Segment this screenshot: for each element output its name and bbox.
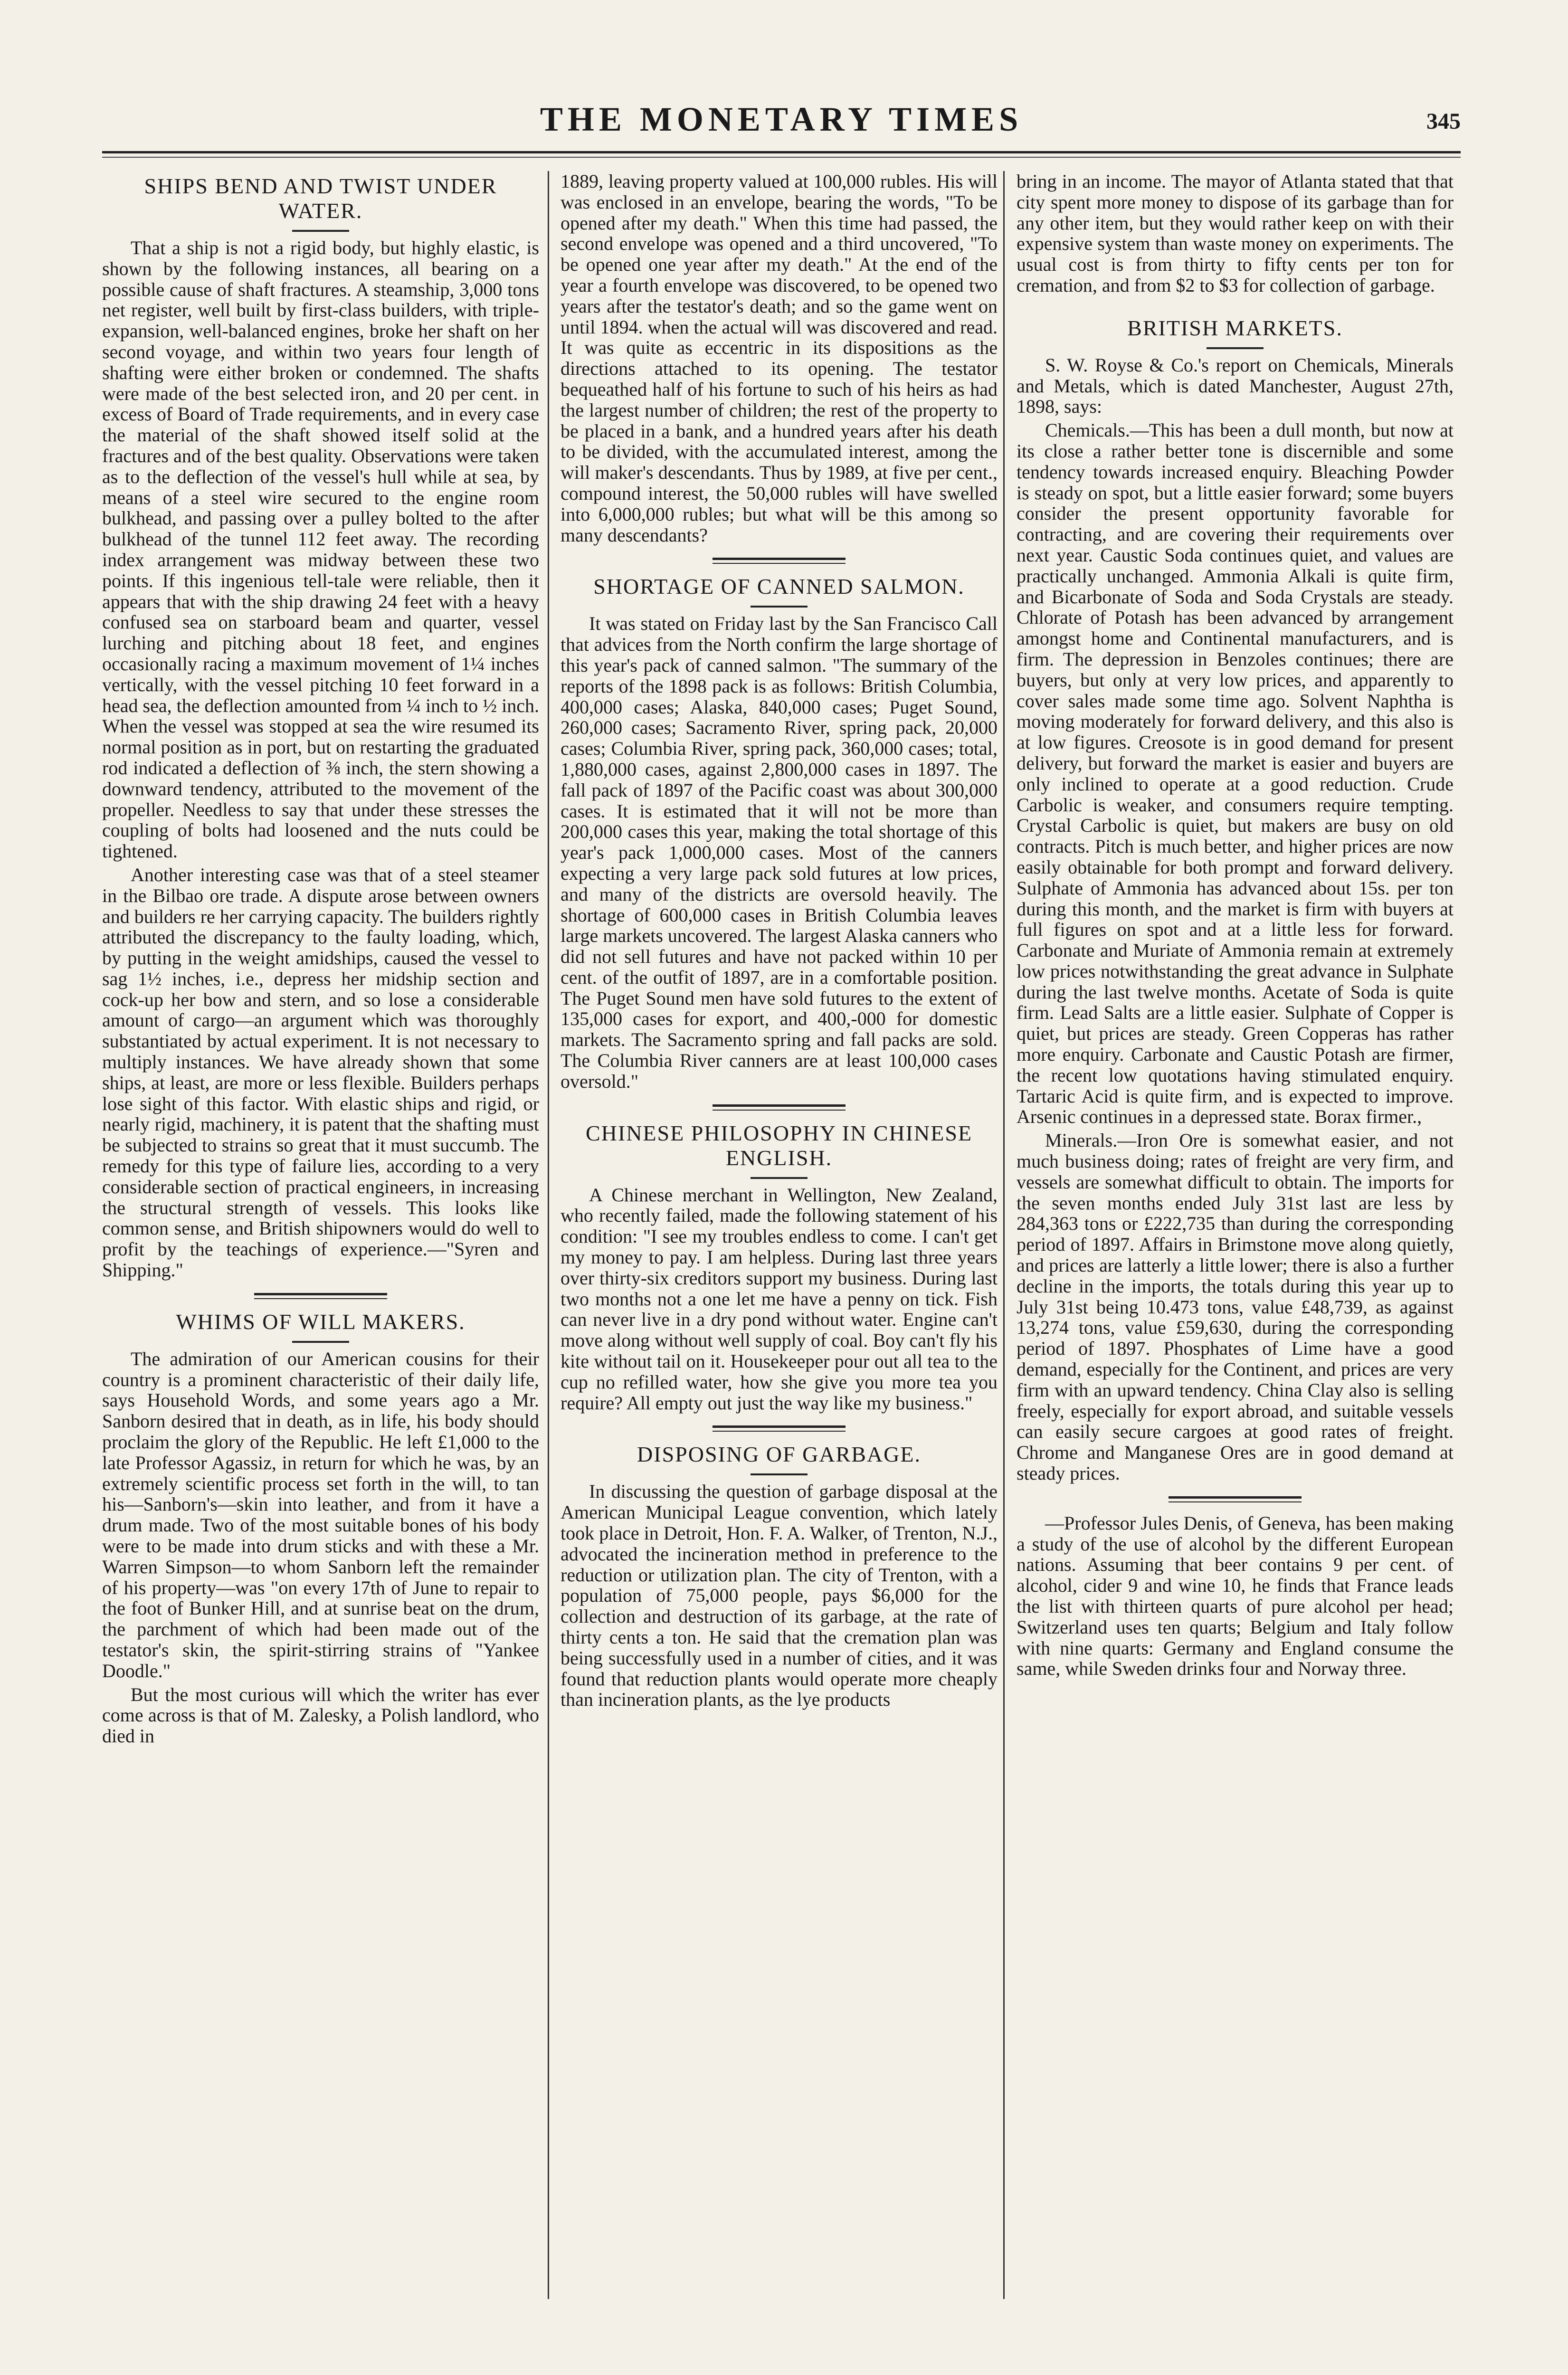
masthead-rule-thin bbox=[102, 157, 1461, 158]
headline-rule bbox=[751, 606, 808, 608]
masthead-rule bbox=[102, 151, 1461, 153]
article-separator bbox=[713, 1104, 846, 1111]
column-3 bbox=[1017, 171, 1454, 2299]
article-paragraph: A Chinese merchant in Wellington, New Zealand, who recently failed, made the following statement of his condition: "I see my troubles endless to come. I can't get my money to pay. I am helpless. During last three years over thirty-six creditors support my business. During last two months not a one let me have a penny on tick. Fish can never live in a dry pond without water. Engine can't move along without well supply of coal. Boy can't fly his kite without tail on it. Housekeeper pour out all tea to the cup no refilled water, how she give you more tea you require? All empty out just the way like my business." bbox=[561, 1184, 998, 1414]
article-paragraph: Another interesting case was that of a steel steamer in the Bilbao ore trade. A dispute arose between owners and builders re her carrying capacity. The builders rightly attributed the discrepancy to the faulty loading, which, by putting in the weight amidships, caused the vessel to sag 1½ inches, i.e., depress her midship section and cock-up her bow and stern, and so lose a considerable amount of cargo—an argument which was thoroughly substantiated by actual experiment. It is not necessary to multiply instances. We have already shown that some ships, at least, are more or less flexible. Builders perhaps lose sight of this factor. With elastic ships and rigid, or nearly rigid, machinery, it is patent that the shafting must be subjected to strains so great that it must succumb. The remedy for this type of failure lies, according to a very considerable section of practical engineers, in increasing the structural strength of vessels. This looks like common sense, and British shipowners would do well to profit by the teachings of experience.—"Syren and Shipping." bbox=[102, 864, 539, 1281]
masthead bbox=[102, 100, 1461, 152]
article-paragraph: —Professor Jules Denis, of Geneva, has been making a study of the use of alcohol by the different European nations. Assuming that beer contains 9 per cent. of alcohol, cider 9 and wine 10, he finds that France leads the list with thirteen quarts of pure alcohol per head; Switzerland uses ten quarts; Belgium and Italy follow with nine quarts: Germany and England consume the same, while Sweden drinks four and Norway three. bbox=[1017, 1512, 1454, 1680]
article-separator bbox=[254, 1293, 387, 1299]
column-divider bbox=[1003, 171, 1005, 2299]
article-paragraph: The admiration of our American cousins for their country is a prominent characteristic of their daily life, says Household Words, and some years ago a Mr. Sanborn desired that in death, as in life, his body should proclaim the glory of the Republic. He left £1,000 to the late Professor Agassiz, in return for which he was, by an extremely scientific process set forth in the will, to tan his—Sanborn's—skin into leather, and from it have a drum made. Two of the most suitable bones of his body were to be made into drum sticks and with these a Mr. Warren Simpson—to whom Sanborn left the remainder of his property—was "on every 17th of June to repair to the foot of Bunker Hill, and at sunrise beat on the drum, the parchment of which had been made out of the testator's skin, the spirit-stirring strains of "Yankee Doodle." bbox=[102, 1348, 539, 1682]
article-separator bbox=[713, 558, 846, 564]
article-headline: WHIMS OF WILL MAKERS. bbox=[176, 1309, 466, 1334]
article-headline: CHINESE PHILOSOPHY IN CHINESE ENGLISH. bbox=[585, 1121, 973, 1170]
article-paragraph: In discussing the question of garbage disposal at the American Municipal League convention, which lately took place in Detroit, Hon. F. A. Walker, of Trenton, N.J., advocated the incineration method in preference to the reduction or utilization plan. The city of Trenton, with a population of 75,000 people, pays $6,000 for the collection and destruction of its garbage, at the rate of thirty cents a ton. He said that the cremation plan was being successfully used in a number of cities, and it was found that reduction plants would operate more cheaply than incineration plants, as the lye products bbox=[561, 1481, 998, 1710]
article-headline: SHIPS BEND AND TWIST UNDER WATER. bbox=[144, 174, 497, 223]
article-paragraph: But the most curious will which the writer has ever come across is that of M. Zalesky, a Polish landlord, who died in bbox=[102, 1683, 539, 1747]
article-headline: BRITISH MARKETS. bbox=[1127, 315, 1343, 340]
article-separator bbox=[1169, 1496, 1302, 1502]
column-1 bbox=[102, 171, 539, 2299]
article-paragraph: It was stated on Friday last by the San Francisco Call that advices from the North confirm the large shortage of this year's pack of canned salmon. "The summary of the reports of the 1898 pack is as follows: British Columbia, 400,000 cases; Alaska, 840,000 cases; Puget Sound, 260,000 cases; Sacramento River, spring pack, 20,000 cases; Columbia River, spring pack, 360,000 cases; total, 1,880,000 cases, against 2,800,000 cases in 1897. The fall pack of 1897 of the Pacific coast was about 300,000 cases. It is estimated that it will not be more than 200,000 cases this year, making the total shortage of this year's pack 1,000,000 cases. Most of the canners expecting a very large pack sold futures at low prices, and many of the districts are oversold heavily. The shortage of 600,000 cases in British Columbia leaves large markets uncovered. The largest Alaska canners who did not sell futures and have not packed within 10 per cent. of the outfit of 1897, are in a comfortable position. The Puget Sound men have sold futures to the extent of 135,000 cases for export, and 400,-000 for domestic markets. The Sacramento spring and fall packs are sold. The Columbia River canners are at least 100,000 cases oversold." bbox=[561, 613, 998, 1092]
article-paragraph: Chemicals.—This has been a dull month, but now at its close a rather better tone is discernible and some tendency towards increased enquiry. Bleaching Powder is steady on spot, but a little easier forward; some buyers consider the present opportunity favorable for contracting, and are covering their requirements over next year. Caustic Soda continues quiet, and values are practically unchanged. Ammonia Alkali is quite firm, and Bicarbonate of Soda and Soda Crystals are steady. Chlorate of Potash has been advanced by arrangement amongst home and Continental manufacturers, and is firm. The depression in Benzoles continues; there are buyers, but only at very low prices, and apparently to cover sales made some time ago. Solvent Naphtha is moving moderately for forward delivery, and this also is at low figures. Creosote is in good demand for present delivery, but forward the market is easier and buyers are only inclined to operate at a good reduction. Crude Carbolic is weaker, and consumers require tempting. Crystal Carbolic is quiet, but makers are busy on old contracts. Pitch is much better, and higher prices are now easily obtainable for both prompt and forward delivery. Sulphate of Ammonia has advanced about 15s. per ton during this month, and the market is firm with buyers at full figures on spot and at a little less for forward. Carbonate and Muriate of Ammonia remain at extremely low prices notwithstanding the great advance in Sulphate during the last twelve months. Acetate of Soda is quite firm. Lead Salts are a little easier. Sulphate of Copper is quiet, but prices are steady. Green Copperas has rather more enquiry. Carbonate and Caustic Potash are firmer, the recent low quotations having stimulated enquiry. Tartaric Acid is quite firm, and is expected to improve. Arsenic continues in a depressed state. Borax firmer., bbox=[1017, 419, 1454, 1128]
headline-rule bbox=[1207, 347, 1264, 349]
article-headline: DISPOSING OF GARBAGE. bbox=[637, 1442, 921, 1467]
article-paragraph: S. W. Royse & Co.'s report on Chemicals, Minerals and Metals, which is dated Manchester, August 27th, 1898, says: bbox=[1017, 354, 1454, 418]
headline-rule bbox=[751, 1177, 808, 1179]
headline-rule bbox=[292, 230, 349, 232]
masthead-title: THE MONETARY TIMES bbox=[540, 100, 1023, 138]
headline-rule bbox=[751, 1473, 808, 1475]
article-continuation: bring in an income. The mayor of Atlanta stated that that city spent more money to dispose of its garbage than for any other item, but they would rather keep on with their expensive system than waste money on experiments. The usual cost is from thirty to fifty cents per ton for cremation, and from $2 to $3 for collection of garbage. bbox=[1017, 171, 1454, 296]
article-paragraph: Minerals.—Iron Ore is somewhat easier, and not much business doing; rates of freight are very firm, and vessels are somewhat difficult to obtain. The imports for the seven months ended July 31st last are less by 284,363 tons or £222,735 than during the corresponding period of 1897. Affairs in Brimstone move along quietly, and prices are latterly a little lower; there is also a further decline in the imports, the totals during this year up to July 31st being 10.473 tons, value £48,739, as against 13,274 tons, value £59,630, during the corresponding period of 1897. Phosphates of Lime have a good demand, especially for the Continent, and prices are very firm with an upward tendency. China Clay also is selling freely, especially for export abroad, and suitable vessels can easily secure cargoes at good rates of freight. Chrome and Manganese Ores are in good demand at steady prices. bbox=[1017, 1130, 1454, 1484]
article-separator bbox=[713, 1425, 846, 1432]
article-continuation: 1889, leaving property valued at 100,000 rubles. His will was enclosed in an envelope, bearing the words, "To be opened after my death." When this time had passed, the second envelope was opened and a third uncovered, "To be opened one year after my death." At the end of the year a fourth envelope was discovered, to be opened two years after the testator's death; and so the game went on until 1894. when the actual will was discovered and read. It was quite as eccentric in its dispositions as the directions attached to its opening. The testator bequeathed half of his fortune to such of his heirs as had the largest number of children; the rest of the property to be placed in a bank, and a hundred years after his death to be divided, with the accumulated interest, among the will maker's descendants. Thus by 1989, at five per cent., compound interest, the 50,000 rubles will have swelled into 6,000,000 rubles; but what will be this among so many descendants? bbox=[561, 171, 998, 546]
headline-rule bbox=[292, 1341, 349, 1343]
column-divider bbox=[548, 171, 549, 2299]
article-headline: SHORTAGE OF CANNED SALMON. bbox=[593, 574, 965, 599]
article-paragraph: That a ship is not a rigid body, but highly elastic, is shown by the following instances, all bearing on a possible cause of shaft fractures. A steamship, 3,000 tons net register, well built by first-class builders, with triple-expansion, well-balanced engines, broke her shaft on her second voyage, and within two years four length of shafting were either broken or condemned. The shafts were made of the best selected iron, and 20 per cent. in excess of Board of Trade requirements, and in every case the material of the shaft showed itself solid at the fractures and of the best quality. Observations were taken as to the deflection of the vessel's hull while at sea, by means of a steel wire secured to the engine room bulkhead, and passing over a pulley bolted to the after bulkhead of the tunnel 112 feet away. The recording index arrangement was midway between these two points. If this ingenious tell-tale were reliable, then it appears that with the ship drawing 24 feet with a heavy confused sea on starboard beam and quarter, vessel lurching and pitching about 18 feet, and engines occasionally racing a maximum movement of 1¼ inches vertically, with the vessel pitching 10 feet forward in a head sea, the deflection amounted from ¼ inch to ½ inch. When the vessel was stopped at sea the wire resumed its normal position as in port, but on restarting the graduated rod indicated a deflection of ⅜ inch, the stern showing a downward tendency, attributed to the movement of the propeller. Needless to say that under these stresses the coupling of bolts had loosened and the nuts could be tightened. bbox=[102, 237, 539, 862]
column-2 bbox=[561, 171, 998, 2299]
page-number: 345 bbox=[1426, 109, 1461, 134]
